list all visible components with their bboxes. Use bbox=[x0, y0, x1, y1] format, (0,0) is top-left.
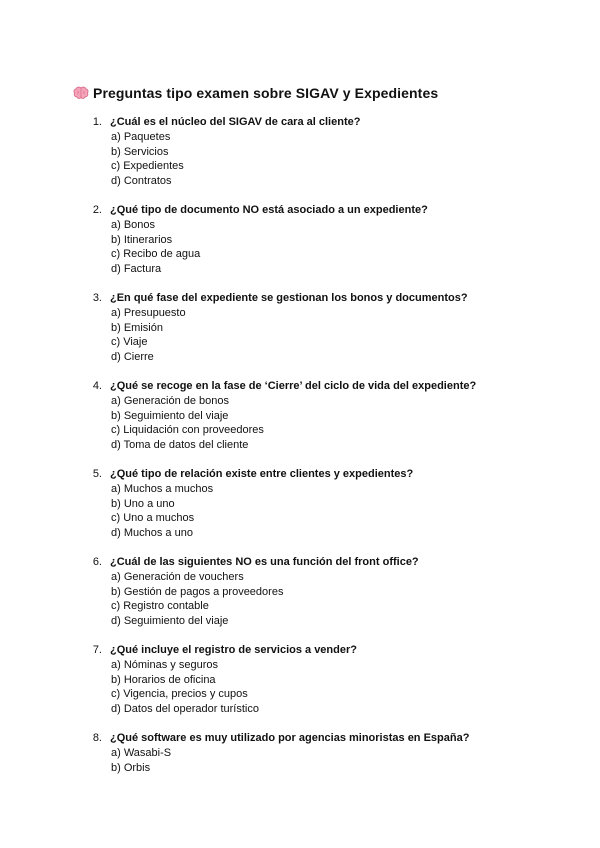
answer-option: b) Uno a uno bbox=[111, 497, 175, 510]
question-text: ¿Qué incluye el registro de servicios a vender? bbox=[110, 644, 357, 656]
answer-option: b) Seguimiento del viaje bbox=[111, 409, 229, 422]
answer-options bbox=[111, 482, 213, 541]
question-number: 3. bbox=[92, 292, 102, 304]
answer-option: c) Vigencia, precios y cupos bbox=[111, 688, 248, 701]
answer-options bbox=[111, 746, 171, 775]
answer-option: d) Muchos a uno bbox=[111, 527, 193, 540]
question-number: 8. bbox=[92, 732, 102, 744]
answer-option: a) Generación de vouchers bbox=[111, 571, 244, 583]
answer-options bbox=[111, 394, 264, 453]
answer-option: c) Liquidación con proveedores bbox=[111, 424, 264, 437]
question-list bbox=[0, 114, 600, 818]
answer-options bbox=[111, 658, 259, 717]
answer-option: b) Orbis bbox=[111, 761, 151, 774]
question-item bbox=[0, 466, 600, 554]
answer-option: b) Horarios de oficina bbox=[111, 673, 216, 686]
answer-option: d) Datos del operador turístico bbox=[111, 703, 259, 716]
question-item bbox=[0, 554, 600, 642]
answer-option: b) Gestión de pagos a proveedores bbox=[111, 585, 284, 598]
question-item bbox=[0, 202, 600, 290]
question-text: ¿Qué se recoge en la fase de ‘Cierre’ del ciclo de vida del expediente? bbox=[110, 380, 477, 392]
answer-options bbox=[111, 130, 184, 189]
answer-option: c) Uno a muchos bbox=[111, 512, 195, 525]
page-title bbox=[73, 85, 438, 101]
answer-option: a) Generación de bonos bbox=[111, 395, 230, 407]
answer-option: d) Contratos bbox=[111, 175, 172, 188]
answer-option: c) Recibo de agua bbox=[111, 248, 201, 261]
question-number: 2. bbox=[92, 204, 102, 216]
answer-option: c) Viaje bbox=[111, 336, 148, 349]
question-text: ¿Qué tipo de documento NO está asociado a un expediente? bbox=[110, 204, 428, 216]
answer-option: a) Paquetes bbox=[111, 131, 171, 143]
question-text: ¿Cuál de las siguientes NO es una función del front office? bbox=[110, 556, 419, 568]
answer-options bbox=[111, 218, 200, 277]
answer-option: d) Factura bbox=[111, 263, 162, 276]
question-text: ¿Qué software es muy utilizado por agencias minoristas en España? bbox=[110, 732, 470, 744]
answer-option: a) Muchos a muchos bbox=[111, 483, 214, 495]
answer-option: d) Cierre bbox=[111, 351, 154, 364]
answer-option: c) Expedientes bbox=[111, 160, 184, 173]
question-item bbox=[0, 730, 600, 818]
question-text: ¿Qué tipo de relación existe entre clientes y expedientes? bbox=[110, 468, 414, 480]
answer-option: c) Registro contable bbox=[111, 600, 209, 613]
answer-option: b) Itinerarios bbox=[111, 233, 173, 246]
answer-option: d) Seguimiento del viaje bbox=[111, 615, 229, 628]
answer-option: a) Wasabi-S bbox=[111, 747, 172, 759]
brain-icon bbox=[73, 86, 89, 100]
question-number: 6. bbox=[92, 556, 102, 568]
question-number: 7. bbox=[92, 644, 102, 656]
answer-option: a) Presupuesto bbox=[111, 307, 186, 319]
question-number: 1. bbox=[92, 116, 102, 128]
answer-option: a) Nóminas y seguros bbox=[111, 659, 218, 671]
question-text: ¿Cuál es el núcleo del SIGAV de cara al cliente? bbox=[110, 116, 361, 128]
answer-option: b) Servicios bbox=[111, 145, 169, 158]
answer-option: b) Emisión bbox=[111, 321, 163, 334]
question-text: ¿En qué fase del expediente se gestionan los bonos y documentos? bbox=[110, 292, 468, 304]
title-text: Preguntas tipo examen sobre SIGAV y Expedientes bbox=[93, 85, 439, 101]
question-number: 4. bbox=[92, 380, 102, 392]
question-item bbox=[0, 378, 600, 466]
answer-option: a) Bonos bbox=[111, 219, 156, 231]
answer-options bbox=[111, 306, 186, 365]
question-item bbox=[0, 290, 600, 378]
answer-options bbox=[111, 570, 283, 629]
question-item bbox=[0, 114, 600, 202]
question-number: 5. bbox=[92, 468, 102, 480]
question-item bbox=[0, 642, 600, 730]
answer-option: d) Toma de datos del cliente bbox=[111, 439, 249, 452]
